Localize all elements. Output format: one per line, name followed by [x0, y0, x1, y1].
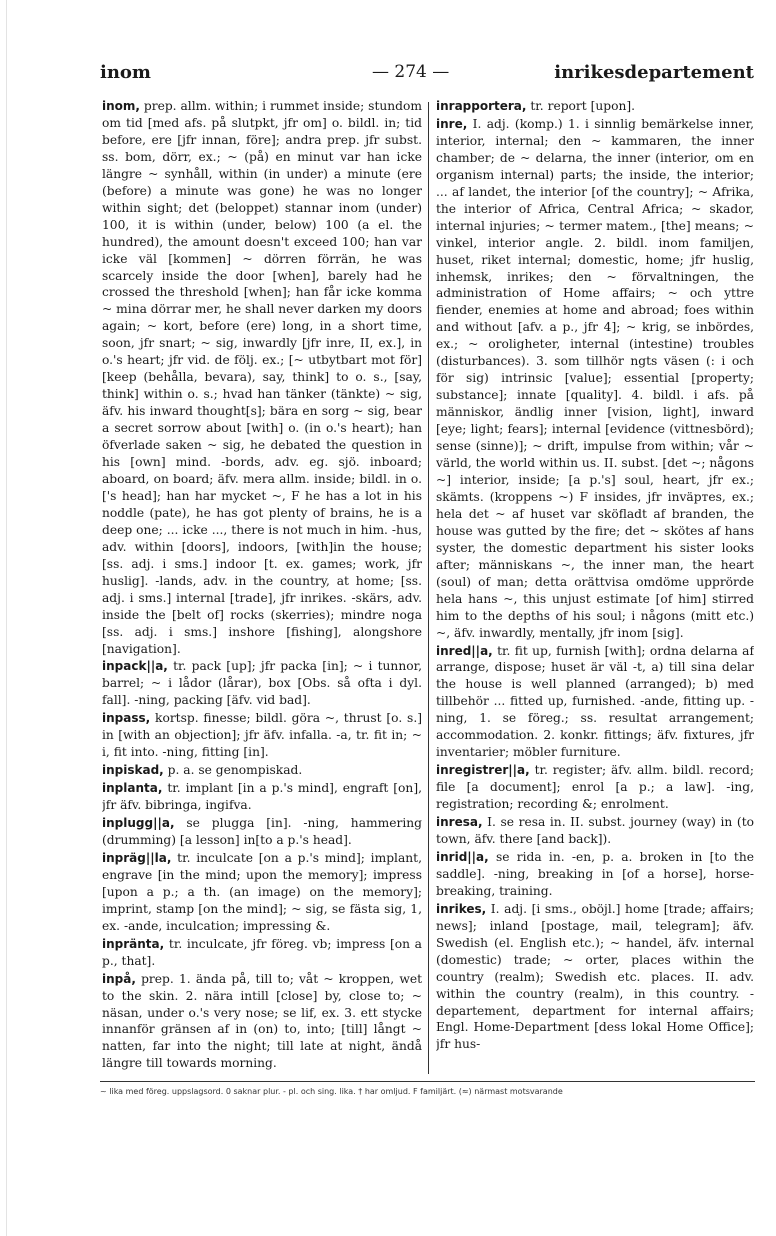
entry-body: tr. inculcate [on a p.'s mind]; implant, engrave [in the mind; upon the memory]; impress [upon a p.; a th. (an image) on the memory]; imprint, stamp [on the mind]; ~ sig, se fästa sig, 1, ex. -ande, inculcation; impressing &.	[102, 850, 422, 933]
entry-headword: inrikes,	[436, 901, 487, 916]
dictionary-entry	[436, 849, 754, 900]
dictionary-entry	[102, 658, 422, 709]
dictionary-entry	[102, 762, 422, 779]
entry-body: I. se resa in. II. subst. journey (way) in (to town, äfv. there [and back]).	[436, 815, 754, 846]
entry-headword: inpiskad,	[102, 763, 164, 778]
dictionary-entry	[102, 710, 422, 761]
entry-headword: inregistrer||a,	[436, 763, 530, 778]
dictionary-entry	[102, 98, 422, 657]
entry-body: se rida in. -en, p. a. broken in [to the saddle]. -ning, breaking in [of a horse], horse-breaking, training.	[436, 849, 754, 898]
entry-headword: inplanta,	[102, 781, 163, 796]
right-column	[436, 98, 754, 1073]
dictionary-entry	[102, 936, 422, 970]
entry-headword: inrapportera,	[436, 99, 527, 113]
entry-headword: inpräg||la,	[102, 850, 172, 865]
entry-body: p. a. se genompiskad.	[167, 763, 303, 778]
entry-body: tr. pack [up]; jfr packa [in]; ~ i tunnor, barrel; ~ i lådor (lårar), box [Obs. så ofta i dyl. fall]. -ning, packing [äfv. vid bad].	[102, 659, 422, 708]
entry-headword: inred||a,	[436, 643, 493, 658]
dictionary-entry	[102, 850, 422, 935]
entry-body: tr. implant [in a p.'s mind], engraft [on], jfr äfv. bibringa, ingifva.	[102, 781, 422, 813]
right-guide-word: inrikesdepartement	[554, 62, 754, 83]
dictionary-body	[100, 98, 754, 1073]
entry-headword: inom,	[102, 99, 140, 113]
entry-body: tr. inculcate, jfr föreg. vb; impress [on a p., that].	[102, 936, 422, 968]
entry-body: prep. allm. within; i rummet inside; stundom om tid [med afs. på slutpkt, jfr om] o. bildl. in; tid before, ere [jfr innan, före]; andra prep. jfr subst. ss. bom, dörr, ex.; ~ (på) en minut var han icke längre ~ synhåll, within (in under) a minute (ere (before) a minute was gone) he was no longer within sight; det (beloppet) stannar inom (under) 100, it is within (under, below) 100 (a el. the hundred), the amount doesn't exceed 100; han var icke väl [kommen] ~ dörren förrän, he was scarcely inside the door [when], barely had he crossed the threshold [when]; han får icke komma ~ mina dörrar mer, he shall never darken my doors again; ~ kort, before (ere) long, in a short time, soon, jfr snart; ~ sig, inwardly [jfr inre, II, ex.], in o.'s heart; jfr vid. de följ. ex.; [~ utbytbart mot för] [keep (behålla, bevara), say, think] to o. s., [say, think] within o. s.; hvad han tänker (tänkte) ~ sig, äfv. his inward thought[s]; bära en sorg ~ sig, bear a secret sorrow about [with] o. (in o.'s heart); han öfverlade saken ~ sig, he debated the question in his [own] mind. -bords, adv. eg. sjö. inboard; aboard, on board; äfv. mera allm. inside; bildl. in o.['s head]; han har mycket ~, F he has a lot in his noddle (pate), he has got plenty of brains, he is a deep one; ... icke ..., there is not much in him. -hus, adv. within [doors], indoors, [with]in the house; [ss. adj. i sms.] indoor [t. ex. games; work, jfr huslig]. -lands, adv. in the country, at home; [ss. adj. i sms.] internal [trade], jfr inrikes. -skärs, adv. inside the [belt of] rocks (skerries); mindre noga [ss. adj. i sms.] inshore [fishing], alongshore [navigation].	[102, 99, 422, 656]
entry-body: se plugga [in]. -ning, hammering (drumming) [a lesson] in[to a p.'s head].	[102, 816, 422, 847]
entry-headword: inresa,	[436, 815, 483, 830]
entry-headword: inplugg||a,	[102, 816, 175, 831]
dictionary-entry	[436, 814, 754, 848]
entry-headword: inpå,	[102, 971, 136, 986]
dictionary-entry	[436, 901, 754, 1054]
left-guide-word: inom	[100, 62, 151, 83]
page-edge	[6, 0, 7, 1236]
dictionary-entry	[102, 815, 422, 849]
entry-body: I. adj. (komp.) 1. i sinnlig bemärkelse inner, interior, internal; den ~ kammaren, the inner chamber; de ~ delarna, the inner (interior, om en organism internal) parts; the inside, the interior; ... af landet, the interior [of the country]; ~ Afrika, the interior of Africa, Central Africa; ~ skador, internal injuries; ~ termer matem., [the] means; ~ vinkel, interior angle. 2. bildl. inom familjen, huset, riket internal; domestic, home; jfr huslig, inhemsk, inrikes; den ~ förvaltningen, the administration of Home affairs; ~ och yttre fiender, enemies at home and abroad; foes within and without [afv. a p., jfr 4]; ~ krig, se inbördes, ex.; ~ oroligheter, internal (intestine) troubles (disturbances). 3. som tillhör ngts väsen (: i och för sig) intrinsic [value]; essential [property; substance]; innate [quality]. 4. bildl. i afs. på människor, ändlig inner [vision, light], inward [eye; light; fears]; internal [evidence (vittnesbörd); sense (sinne)]; ~ drift, impulse from within; vår ~ värld, the world within us. II. subst. [det ~; någons ~] interior, inside; [a p.'s] soul, heart, jfr ex.; skämts. (kroppens ~) F insides, jfr inväртes, ex.; hela det ~ af huset var sköfladt af branden, the house was gutted by the fire; det ~ skötes af hans syster, the domestic department his sister looks after; människans ~, the inner man, the heart (soul) of man; detta orättvisa omdöme upprörde hela hans ~, this unjust estimate [of him] stirred him to the depths of his soul; i någons (mitt etc.) ~, äfv. inwardly, mentally, jfr inom [sig].	[436, 116, 754, 640]
page-number: — 274 —	[372, 62, 450, 82]
entry-body: kortsp. finesse; bildl. göra ~, thrust [o. s.] in [with an objection]; jfr äfv. infalla. -a, tr. fit in; ~ i, fit into. -ning, fitting [in].	[102, 711, 422, 760]
dictionary-entry	[436, 643, 754, 762]
dictionary-entry	[436, 762, 754, 813]
left-column	[102, 98, 422, 1073]
footer-rule	[100, 1081, 755, 1082]
entry-body: tr. report [upon].	[530, 99, 636, 113]
entry-headword: inpränta,	[102, 936, 165, 951]
abbreviation-legend: ~ lika med föreg. uppslagsord. 0 saknar plur. - pl. och sing. lika. † har omljud. F familjärt. (≈) närmast motsvarande	[100, 1087, 563, 1096]
entry-body: tr. register; äfv. allm. bildl. record; file [a document]; enrol [a p.; a law]. -ing, registration; recording &; enrolment.	[436, 763, 754, 812]
dictionary-entry	[436, 98, 754, 115]
entry-headword: inpack||a,	[102, 659, 168, 674]
entry-headword: inpass,	[102, 711, 151, 726]
entry-headword: inrid||a,	[436, 849, 489, 864]
dictionary-entry	[436, 116, 754, 642]
entry-headword: inre,	[436, 116, 468, 131]
entry-body: I. adj. [i sms., oböjl.] home [trade; affairs; news]; inland [postage, mail, telegram]; äfv. Swedish (el. English etc.); ~ handel, äfv. internal (domestic) trade; ~ orter, places within the country (realm); Swedish etc. places. II. adv. within the country (realm), in this country. -departement, department for internal affairs; Engl. Home-Department [dess lokal Home Office]; jfr hus-	[436, 901, 754, 1052]
entry-body: prep. 1. ända på, till to; våt ~ kroppen, wet to the skin. 2. nära intill [close] by, close to; ~ näsan, under o.'s very nose; se lif, ex. 3. ett stycke innanför gränsen af in (on) to, into; [till] långt ~ natten, far into the night; till late at night, ändå längre till towards morning.	[102, 971, 422, 1071]
entry-body: tr. fit up, furnish [with]; ordna delarna af arrange, dispose; huset är väl -t, a) till sina delar the house is well planned (arranged); b) med tillbehör ... fitted up, furnished. -ande, fitting up. -ning, 1. se föreg.; ss. resultat arrangement; accommodation. 2. konkr. fittings; äfv. fixtures, jfr inventarier; möbler furniture.	[436, 643, 754, 760]
dictionary-entry	[102, 971, 422, 1073]
page-header	[100, 62, 754, 92]
dictionary-entry	[102, 780, 422, 814]
